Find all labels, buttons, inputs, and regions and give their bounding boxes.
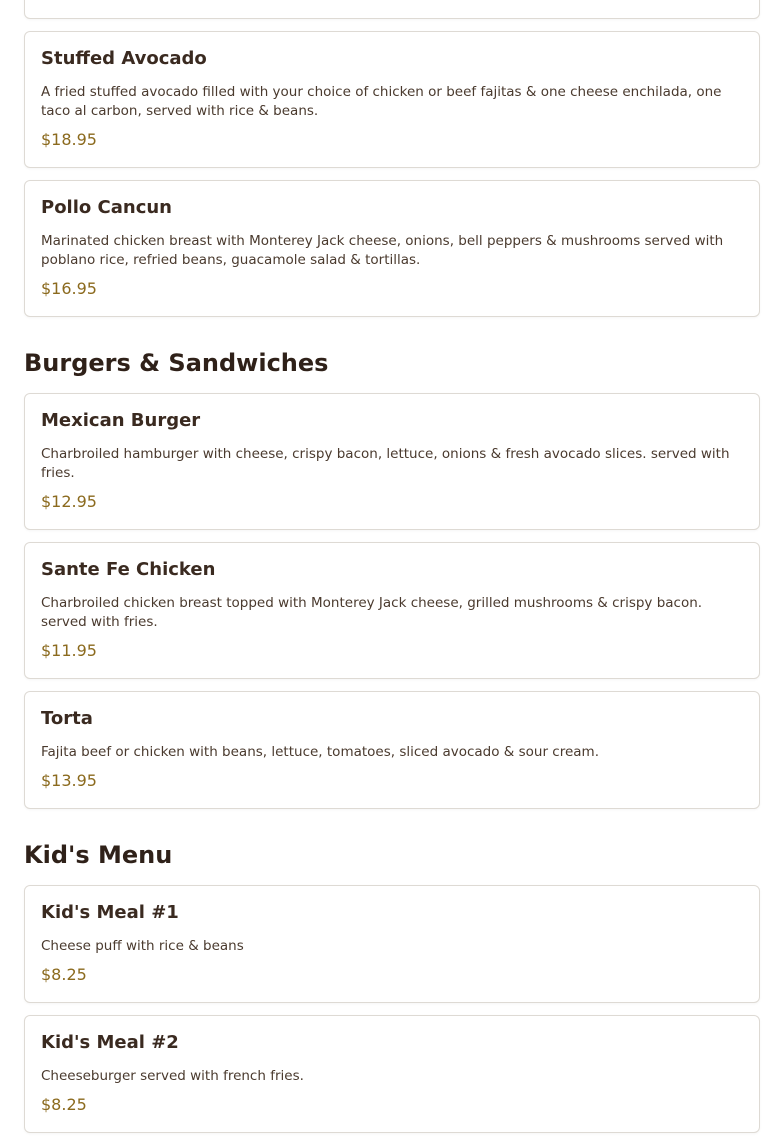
menu-item-card bbox=[24, 691, 760, 809]
menu-item-price: $18.95 bbox=[41, 130, 97, 149]
menu-page bbox=[24, 0, 760, 1145]
menu-section bbox=[24, 347, 760, 809]
menu-item-description: Marinated chicken breast with Monterey Jack cheese, onions, bell peppers & mushrooms served with poblano rice, refried beans, guacamole salad & tortillas. bbox=[41, 233, 724, 268]
section-title: Kid's Menu bbox=[24, 841, 173, 869]
menu-item-description: A fried stuffed avocado filled with your choice of chicken or beef fajitas & one cheese enchilada, one taco al carbon, served with rice & beans. bbox=[41, 84, 722, 119]
menu-item-card bbox=[24, 1015, 760, 1133]
menu-item-card bbox=[24, 393, 760, 530]
menu-item-description: Fajita beef or chicken with beans, lettuce, tomatoes, sliced avocado & sour cream. bbox=[41, 744, 600, 760]
menu-item-name: Mexican Burger bbox=[41, 410, 201, 431]
menu-item-name: Stuffed Avocado bbox=[41, 48, 207, 69]
menu-item-description: Charbroiled hamburger with cheese, crispy bacon, lettuce, onions & fresh avocado slices. served with fries. bbox=[41, 446, 730, 481]
menu-item-card bbox=[24, 885, 760, 1003]
menu-item-card bbox=[24, 31, 760, 168]
menu-item-description: Cheese puff with rice & beans bbox=[41, 938, 244, 954]
menu-item-price: $11.95 bbox=[41, 641, 97, 660]
menu-item-name: Sante Fe Chicken bbox=[41, 559, 216, 580]
menu-item-price: $8.25 bbox=[41, 965, 87, 984]
menu-item-card-partial bbox=[24, 0, 760, 19]
menu-item-price: $13.95 bbox=[41, 771, 97, 790]
menu-item-name: Kid's Meal #1 bbox=[41, 902, 179, 923]
menu-item-card bbox=[24, 542, 760, 679]
menu-item-name: Kid's Meal #2 bbox=[41, 1032, 179, 1053]
menu-item-name: Torta bbox=[41, 708, 93, 729]
menu-section bbox=[24, 839, 760, 1133]
menu-section bbox=[24, 31, 760, 317]
menu-item-price: $16.95 bbox=[41, 279, 97, 298]
section-title: Burgers & Sandwiches bbox=[24, 349, 329, 377]
menu-item-price: $8.25 bbox=[41, 1095, 87, 1114]
menu-item-description: Charbroiled chicken breast topped with Monterey Jack cheese, grilled mushrooms & crispy bacon. served with fries. bbox=[41, 595, 703, 630]
menu-item-card bbox=[24, 180, 760, 317]
menu-item-description: Cheeseburger served with french fries. bbox=[41, 1068, 304, 1084]
menu-item-price: $12.95 bbox=[41, 492, 97, 511]
menu-item-name: Pollo Cancun bbox=[41, 197, 173, 218]
